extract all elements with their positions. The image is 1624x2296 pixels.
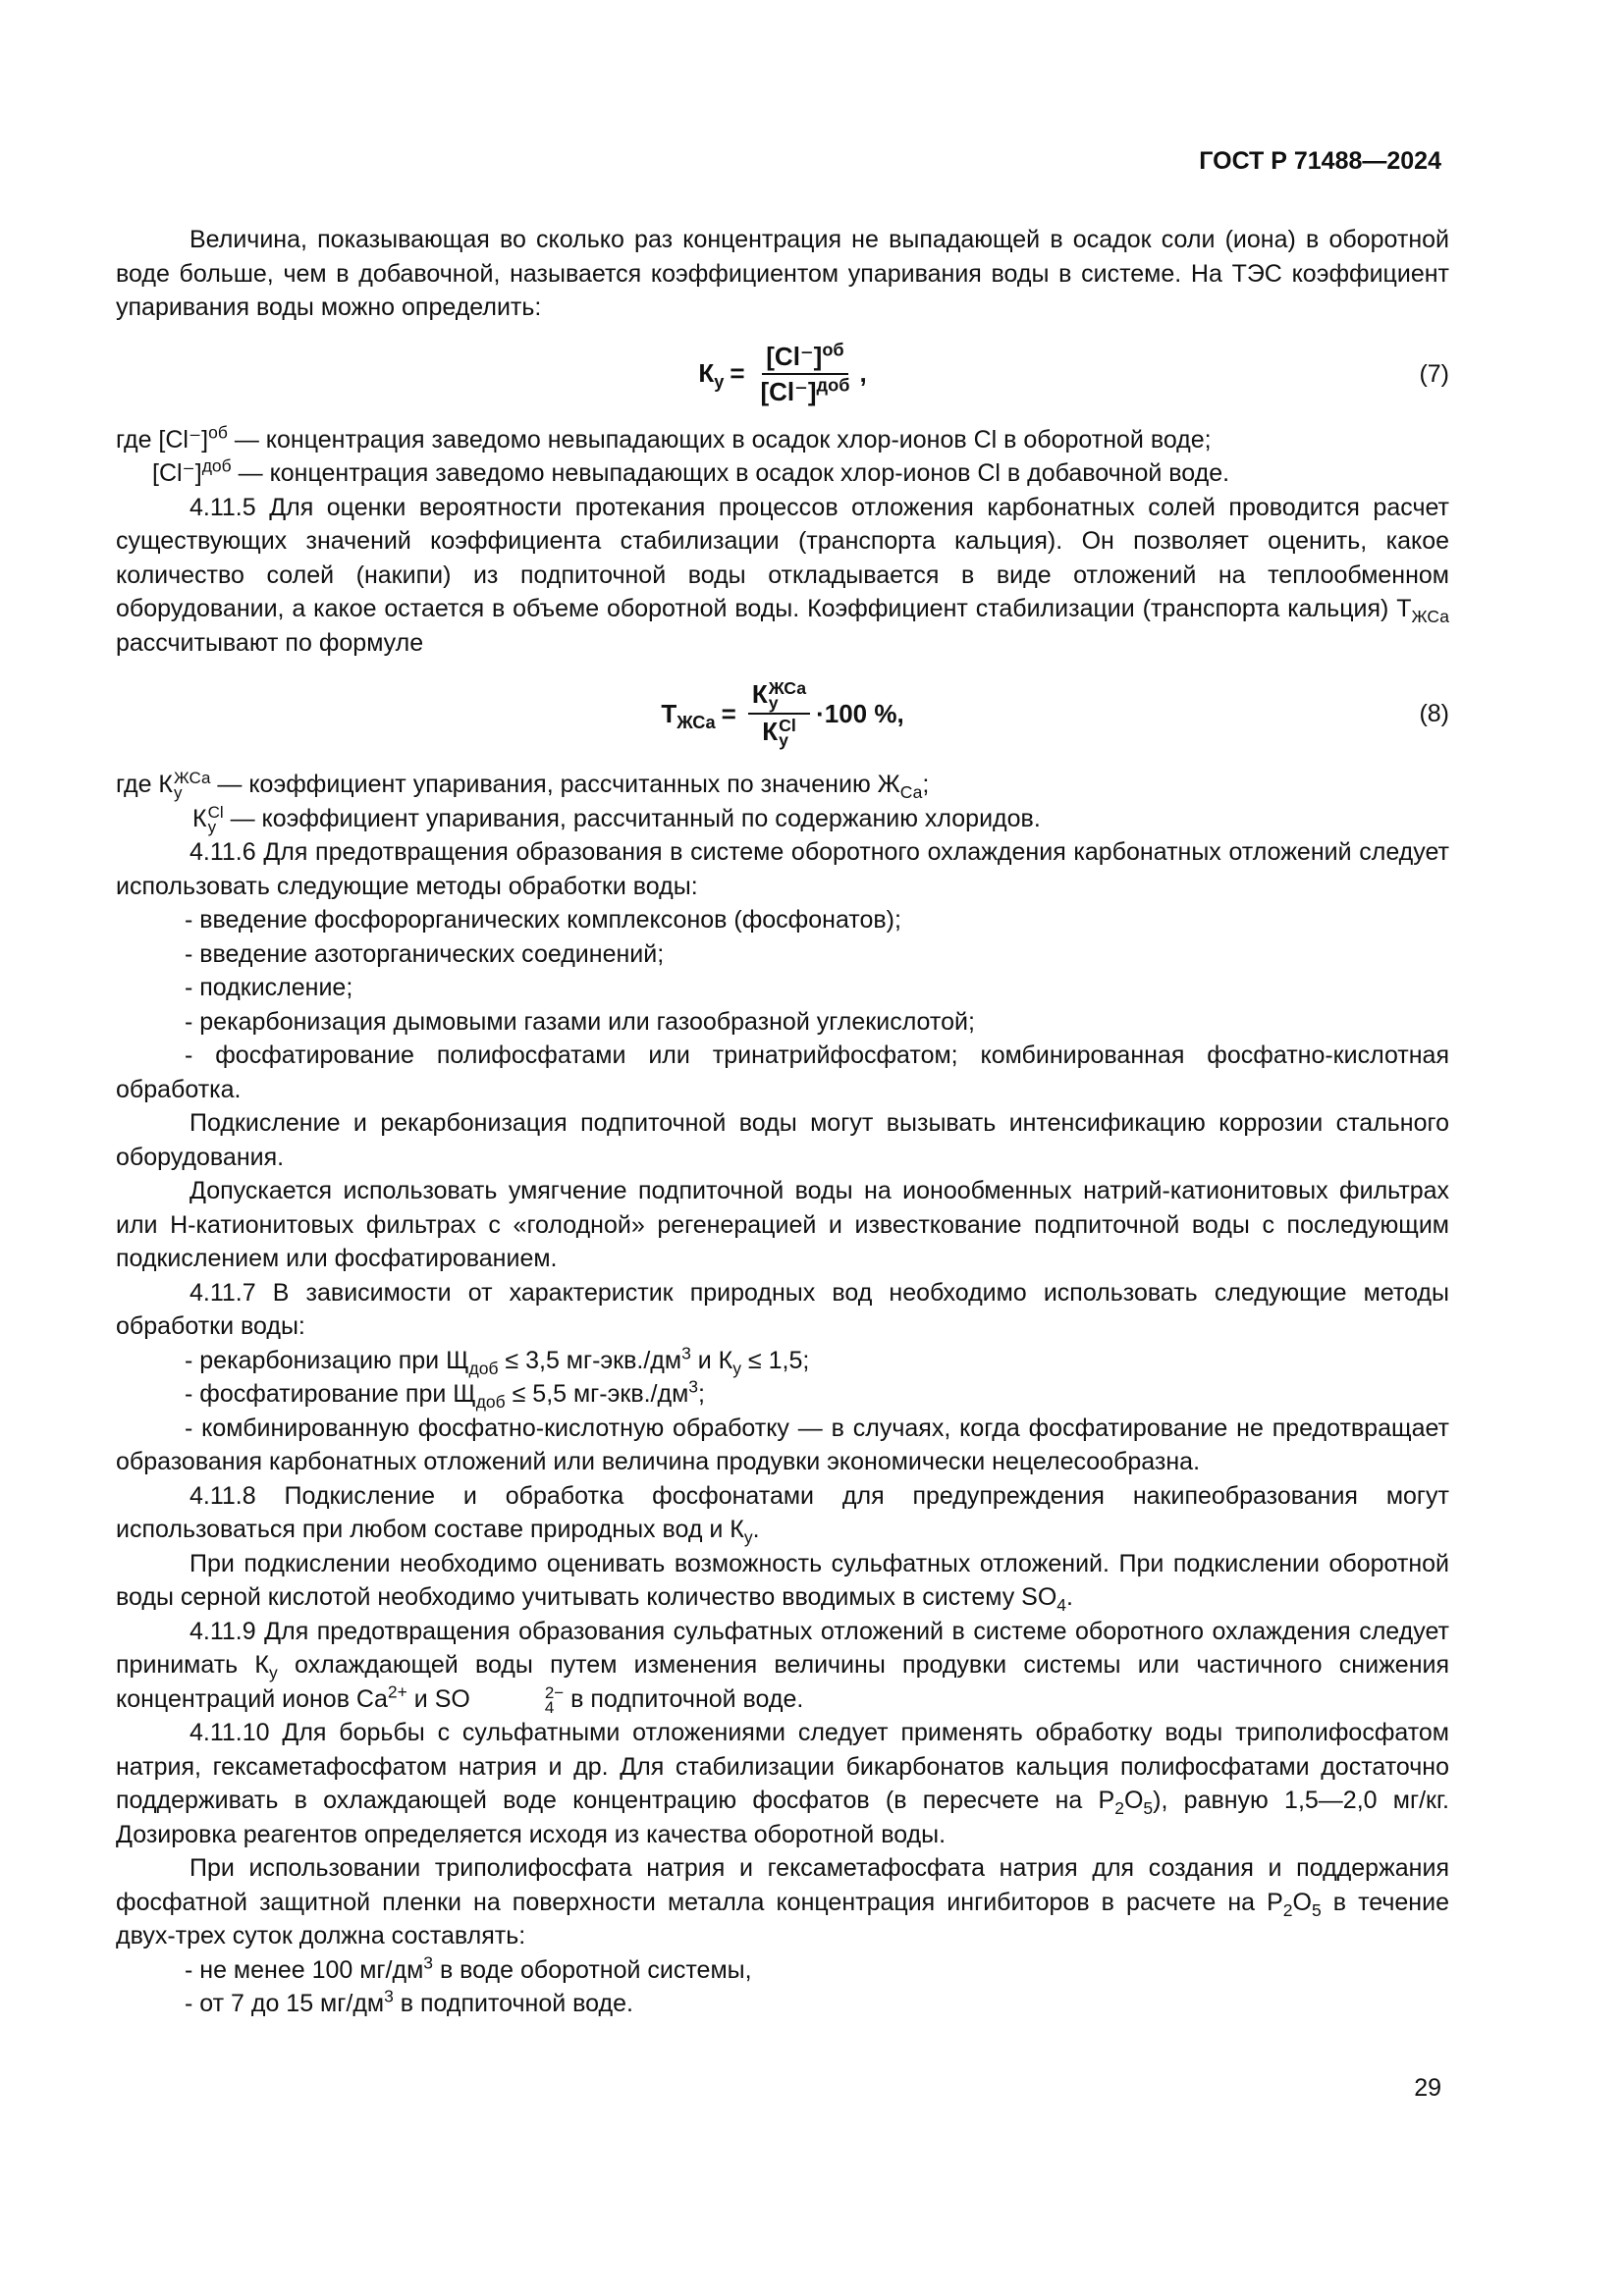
paragraph-4-11-6: 4.11.6 Для предотвращения образования в системе оборотного охлаждения карбонатных отложений следует использовать следующие методы обработки воды: xyxy=(116,838,1449,900)
formula-8-numerator: К ЖСа у xyxy=(748,679,810,715)
formula-7-body xyxy=(116,325,1449,423)
paragraph-4-11-9: 4.11.9 Для предотвращения образования сульфатных отложений в системе оборотного охлаждения следует принимать $К_у$ охлаждающей воды путем изменения величины продувки системы или частичного снижения концентраций ионов $Ca^{2+}$ и SO 2− 4 в подпиточной воде. xyxy=(116,1617,1450,1717)
paragraph-4-11-8: 4.11.8 Подкисление и обработка фосфонатами для предупреждения накипеобразования могут использоваться при любом составе природных вод и $К_у$. xyxy=(116,1481,1449,1547)
legend-8-line-2: К Cl у — коэффициент упаривания, рассчитанный по содержанию хлоридов. xyxy=(192,802,1041,836)
paragraph-intro: Величина, показывающая во сколько раз концентрация не выпадающей в осадок соли (иона) в оборотной воде больше, чем в добавочной, называется коэффициентом упаривания воды в системе. На ТЭС коэффициент упаривания воды можно определить: xyxy=(116,226,1449,321)
list-item: - подкисление; xyxy=(185,974,353,1001)
paragraph-acidification: Подкисление и рекарбонизация подпиточной воды могут вызывать интенсификацию коррозии стального оборудования. xyxy=(116,1109,1449,1171)
formula-8-lhs: $Т_{ЖСа}$ xyxy=(661,698,716,732)
formula-7 xyxy=(116,325,1449,423)
formula-8-denominator: К Cl у xyxy=(762,716,796,751)
formula-7-numerator: $[Cl^-]^{об}$ xyxy=(762,342,847,375)
list-item: - рекарбонизацию при $Щ_{доб} \le 3,5$ $мг-экв./дм^3$ и $К_у \le 1,5$; xyxy=(185,1343,810,1378)
formula-7-fraction xyxy=(757,339,854,406)
formula-7-lhs: $К_у$ xyxy=(698,358,725,393)
paragraph-4-11-10: 4.11.10 Для борьбы с сульфатными отложениями следует применять обработку воды триполифосфатом натрия, гексаметафосфатом натрия и др. Для стабилизации бикарбонатов кальция полифосфатами достаточно поддерживать в охлаждающей воде концентрацию фосфатов (в пересчете на $Р_2O_5$), равную 1,5—2,0 мг/кг. Дозировка реагентов определяется исходя из качества оборотной воды. xyxy=(116,1719,1449,1848)
paragraph-4-11-7: 4.11.7 В зависимости от характеристик природных вод необходимо использовать следующие методы обработки воды: xyxy=(116,1278,1449,1340)
list-item: - фосфатирование при $Щ_{доб} \le 5,5$ $мг-экв./дм^3$; xyxy=(185,1376,705,1412)
document-code-header: ГОСТ Р 71488—2024 xyxy=(1199,147,1441,175)
list-item: - рекарбонизация дымовыми газами или газообразной углекислотой; xyxy=(185,1007,975,1036)
list-item: - введение фосфорорганических комплексонов (фосфонатов); xyxy=(185,906,901,934)
list-item-wrapping: - комбинированную фосфатно-кислотную обработку — в случаях, когда фосфатирование не предотвращает образования карбонатных отложений или величина продувки экономически нецелесообразна. xyxy=(116,1414,1449,1475)
legend-8-line-1: где К ЖСа у — коэффициент упаривания, рассчитанных по значению $Ж_{Са}$; xyxy=(116,769,930,803)
legend-7-line-1: где $[Cl^-]^{об}$ — концентрация заведомо невыпадающих в осадок хлор-ионов Cl в оборотной воде; xyxy=(116,422,1212,454)
list-item: - введение азоторганических соединений; xyxy=(185,939,665,968)
body-text xyxy=(116,223,1449,2021)
paragraph-4-11-5: 4.11.5 Для оценки вероятности протекания процессов отложения карбонатных солей проводится расчет существующих значений коэффициента стабилизации (транспорта кальция). Он позволяет оценить, какое количество солей (накипи) из подпиточной воды откладывается в виде отложений на теплообменном оборудовании, а какое остается в объеме оборотной воды. Коэффициент стабилизации (транспорта кальция) $Т_{ЖСа}$ рассчитывают по формуле xyxy=(116,493,1449,657)
formula-8-tail: ·100 %, xyxy=(816,698,904,728)
formula-8-body xyxy=(116,660,1449,768)
legend-7-line-2: $[Cl^-]^{доб}$ — концентрация заведомо невыпадающих в осадок хлор-ионов Cl в добавочной воде. xyxy=(152,455,1230,487)
list-item-wrapping: - фосфатирование полифосфатами или тринатрийфосфатом; комбинированная фосфатно-кислотная обработка. xyxy=(116,1041,1449,1103)
paragraph-softening: Допускается использовать умягчение подпиточной воды на ионообменных натрий-катионитовых фильтрах или Н-катионитовых фильтрах с «голодной» регенерацией и известкование подпиточной воды с последующим подкислением или фосфатированием. xyxy=(116,1177,1449,1272)
formula-7-equals: = xyxy=(730,358,745,389)
formula-8 xyxy=(116,660,1449,768)
paragraph-tripolyphosphate: При использовании триполифосфата натрия и гексаметафосфата натрия для создания и поддержания фосфатной защитной пленки на поверхности металла концентрация ингибиторов в расчете на $Р_2O_5$ в течение двух-трех суток должна составлять: xyxy=(116,1854,1449,1949)
formula-7-denominator: $[Cl^-]^{доб}$ xyxy=(760,374,850,406)
page-number: 29 xyxy=(1414,2074,1441,2102)
formula-7-tail: , xyxy=(859,358,867,389)
formula-7-number: (7) xyxy=(1419,359,1449,388)
list-item: - от 7 до 15 $мг/дм^3$ в подпиточной воде. xyxy=(185,1986,633,2017)
paragraph-sulfate: При подкислении необходимо оценивать возможность сульфатных отложений. При подкислении оборотной воды серной кислотой необходимо учитывать количество вводимых в систему $SO_4$. xyxy=(116,1549,1449,1615)
formula-8-number: (8) xyxy=(1419,699,1449,727)
list-item: - не менее 100 $мг/дм^3$ в воде оборотной системы, xyxy=(185,1952,752,1984)
formula-8-equals: = xyxy=(721,698,736,728)
formula-8-fraction xyxy=(748,678,810,751)
